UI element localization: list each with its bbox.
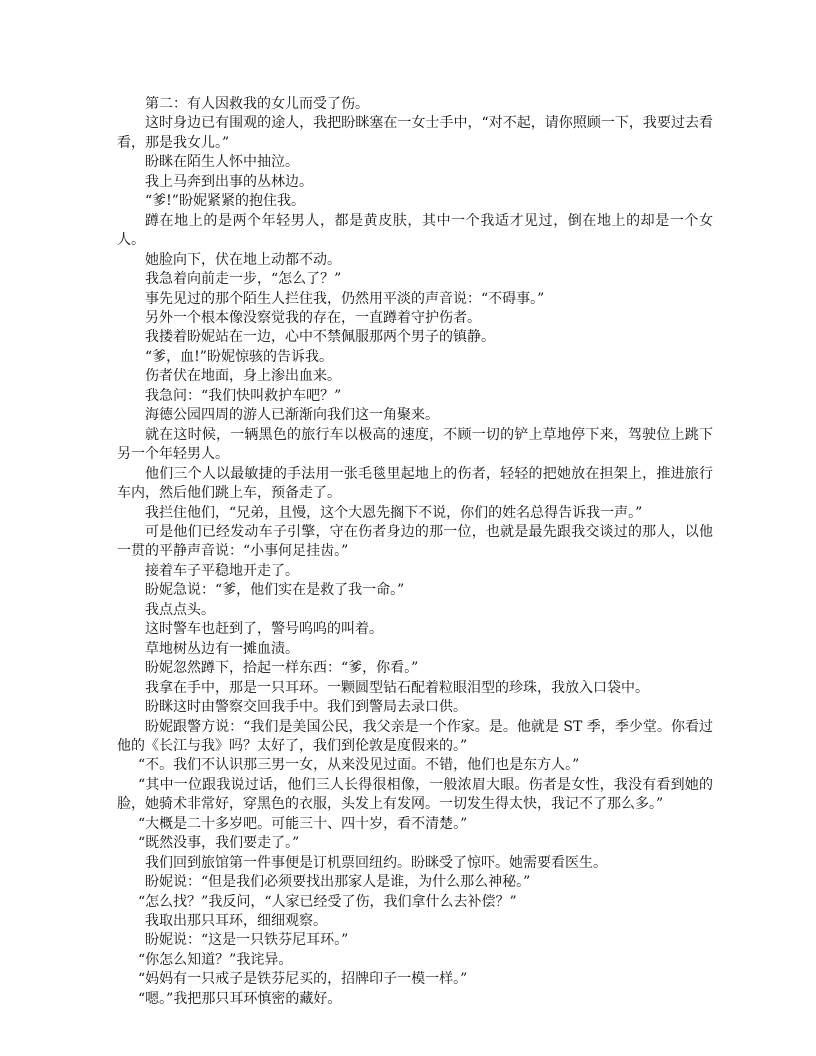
paragraph: 可是他们已经发动车子引擎，守在伤者身边的那一位，也就是最先跟我交谈过的那人，以他一贯的平静声音说：“小事何足挂齿。” xyxy=(117,523,713,560)
paragraph: 这时身边已有围观的途人，我把盼眯塞在一女士手中，“对不起，请你照顾一下，我要过去看看，那是我女儿。” xyxy=(117,115,713,151)
paragraph: 海德公园四周的游人已渐渐向我们这一角聚来。 xyxy=(145,407,439,424)
paragraph: 伤者伏在地面，身上渗出血来。 xyxy=(145,368,341,385)
paragraph: 我取出那只耳环，细细观察。 xyxy=(145,913,327,930)
paragraph: “你怎么知道？”我诧异。 xyxy=(138,951,293,968)
paragraph: 就在这时候，一辆黑色的旅行车以极高的速度，不顾一切的铲上草地停下来，驾驶位上跳下另一个年轻男人。 xyxy=(117,426,713,463)
paragraph: 她脸向下，伏在地上动都不动。 xyxy=(145,251,341,268)
paragraph: “嗯。”我把那只耳环慎密的藏好。 xyxy=(138,990,342,1007)
paragraph: 他们三个人以最敏捷的手法用一张毛毯里起地上的伤者，轻轻的把她放在担架上，推进旅行车内，然后他们跳上车，预备走了。 xyxy=(117,465,713,502)
paragraph: “其中一位跟我说过话，他们三人长得很相像，一般浓眉大眼。伤者是女性，我没有看到她的脸，她骑术非常好，穿黑色的衣服，头发上有发网。一切发生得太快，我记不了那么多。” xyxy=(117,776,713,813)
paragraph: 事先见过的那个陌生人拦住我，仍然用平淡的声音说：“不碍事。” xyxy=(145,290,545,307)
paragraph: “爹，血!”盼妮惊骇的告诉我。 xyxy=(145,348,333,365)
paragraph: 我拿在手中，那是一只耳环。一颗圆型钻石配着粒眼泪型的珍珠，我放入口袋中。 xyxy=(145,679,649,696)
paragraph: 另外一个根本像没察觉我的存在，一直蹲着守护伤者。 xyxy=(145,309,481,326)
paragraph: 草地树丛边有一摊血渍。 xyxy=(145,640,299,657)
paragraph: “既然没事，我们要走了。” xyxy=(138,835,300,852)
paragraph: 盼眯这时由警察交回我手中。我们到警局去录口供。 xyxy=(145,699,467,716)
paragraph: 我急着向前走一步，“怎么了？” xyxy=(145,271,342,288)
paragraph: 盼妮说：“但是我们必须要找出那家人是谁，为什么那么神秘。” xyxy=(145,874,531,891)
paragraph: 盼妮说：“这是一只铁芬尼耳环。” xyxy=(145,932,349,949)
paragraph: 第二：有人因救我的女儿而受了伤。 xyxy=(145,96,369,112)
paragraph: “妈妈有一只戒子是铁芬尼买的，招牌印子一模一样。” xyxy=(138,971,468,988)
paragraph: “不。我们不认识那三男一女，从来没见过面。不错，他们也是东方人。” xyxy=(138,757,580,774)
paragraph: 这时警车也赶到了，警号呜呜的叫着。 xyxy=(145,621,383,638)
paragraph: 盼眯在陌生人怀中抽泣。 xyxy=(145,154,299,171)
paragraph: 我急问：“我们快叫救护车吧？” xyxy=(145,387,342,404)
paragraph: 接着车子平稳地开走了。 xyxy=(145,562,299,579)
paragraph: “怎么找？”我反问，“人家已经受了伤，我们拿什么去补偿？” xyxy=(138,893,517,910)
body-text xyxy=(117,95,713,1009)
paragraph: 盼妮跟警方说：“我们是美国公民，我父亲是一个作家。是。他就是 ST 季，季少堂。你看过他的《长江与我》吗？太好了，我们到伦敦是度假来的。” xyxy=(117,718,713,754)
paragraph: 盼妮急说：“爹，他们实在是救了我一命。” xyxy=(145,582,405,599)
paragraph: “爹!”盼妮紧紧的抱住我。 xyxy=(145,193,305,210)
paragraph: 我搂着盼妮站在一边，心中不禁佩服那两个男子的镇静。 xyxy=(145,329,495,346)
paragraph: 我上马奔到出事的丛林边。 xyxy=(145,173,313,190)
paragraph: 我拦住他们，“兄弟，且慢，这个大恩先搁下不说，你们的姓名总得告诉我一声。” xyxy=(145,504,643,521)
paragraph: 盼妮忽然蹲下，拾起一样东西：“爹，你看。” xyxy=(145,660,419,677)
paragraph: 蹲在地上的是两个年轻男人，都是黄皮肤，其中一个我适才见过，倒在地上的却是一个女人。 xyxy=(117,212,713,249)
paragraph: 我们回到旅馆第一件事便是订机票回纽约。盼眯受了惊吓。她需要看医生。 xyxy=(145,854,607,871)
paragraph: “大概是二十多岁吧。可能三十、四十岁，看不清楚。” xyxy=(138,815,468,832)
paragraph: 我点点头。 xyxy=(145,601,215,618)
